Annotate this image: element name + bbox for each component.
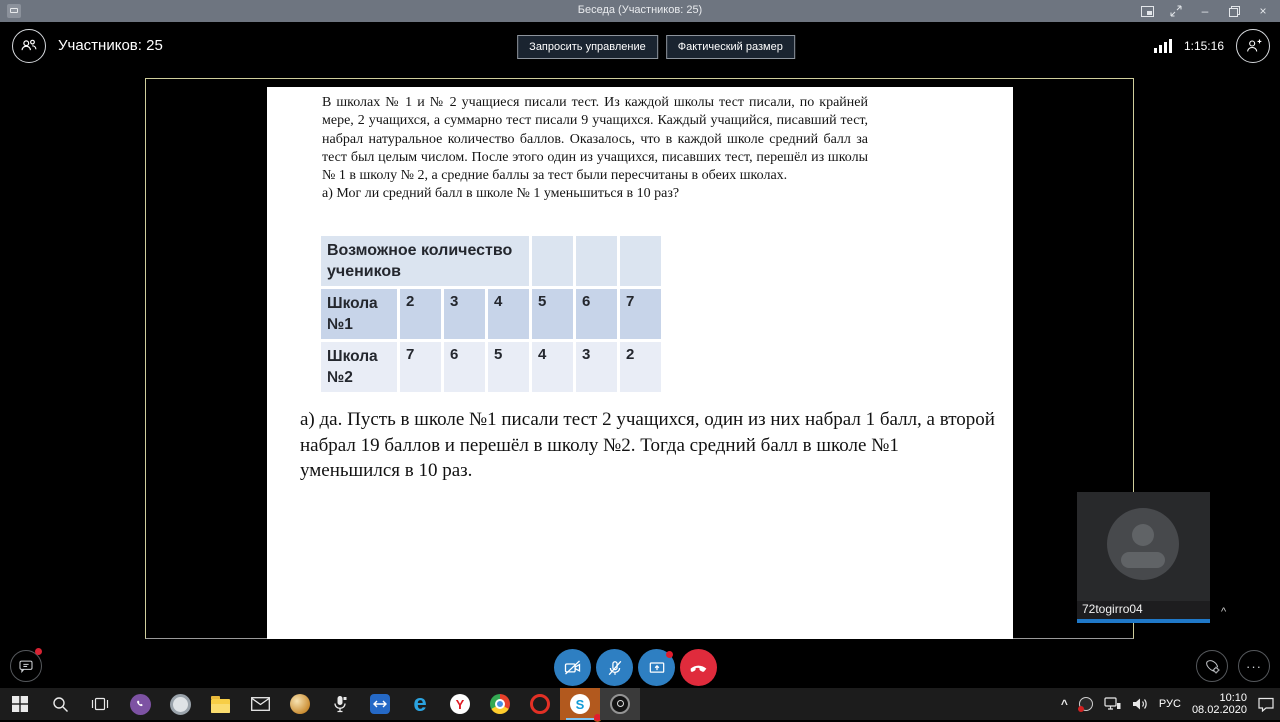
speaker-icon[interactable] [1132, 697, 1148, 711]
problem-text: В школах № 1 и № 2 учащиеся писали тест. Из каждой школы тест писали, по крайней мере, 2 учащихся, а суммарно тест писали 9 учащихся. Каждый учащийся, писавший тест, набрал натуральное количество баллов. Оказалось, что в каждой школе средний балл за тест был целым числом. После этого один из учащихся, писавших тест, перешёл из школы № 1 в школу № 2, а средние баллы за тест были пересчитаны в обеих школах. [322, 95, 868, 184]
speaking-indicator [1077, 619, 1210, 623]
media-app-icon[interactable] [280, 688, 320, 720]
amigo-browser-icon[interactable] [160, 688, 200, 720]
shared-screen-region [145, 78, 1134, 639]
viber-icon[interactable] [120, 688, 160, 720]
clock[interactable] [1192, 692, 1247, 717]
microphone-off-button[interactable] [596, 649, 633, 686]
actual-size-button[interactable]: Фактический размер [666, 35, 795, 59]
answer-text: а) да. Пусть в школе №1 писали тест 2 учащихся, один из них набрал 1 балл, а второй набрал 19 баллов и перешёл в школу №2. Тогда средний балл в школе №1 уменьшился в 10 раз. [300, 409, 995, 481]
collapse-thumbnail-icon[interactable]: ^ [1221, 606, 1227, 618]
table-header: Возможное количество учеников [321, 236, 529, 286]
recording-dot [1078, 706, 1084, 712]
table-row: Школа №1 2 3 4 5 6 7 [321, 289, 661, 339]
search-icon[interactable] [40, 688, 80, 720]
participants-count: Участников: 25 [58, 37, 163, 54]
window-title: Беседа (Участников: 25) [577, 4, 703, 16]
problem-question: а) Мог ли средний балл в школе № 1 уменьшиться в 10 раз? [322, 186, 680, 202]
obs-taskbar-button[interactable] [600, 688, 640, 720]
row-label: Школа №1 [321, 289, 397, 339]
task-view-icon[interactable] [80, 688, 120, 720]
obs-tray-icon[interactable] [1079, 697, 1093, 711]
yandex-browser-icon[interactable]: Y [440, 688, 480, 720]
participant-name: 72togirro04 [1082, 602, 1143, 616]
row-label: Школа №2 [321, 342, 397, 392]
screen-share-active-dot [666, 651, 673, 658]
fullscreen-icon[interactable] [1169, 4, 1183, 18]
end-call-button[interactable] [680, 649, 717, 686]
screen-share-button[interactable] [638, 649, 675, 686]
table-header-empty [532, 236, 573, 286]
tray-chevron-up-icon[interactable]: ^ [1060, 697, 1068, 711]
network-icon[interactable] [1104, 697, 1121, 711]
table-header-empty [576, 236, 617, 286]
date: 08.02.2020 [1191, 704, 1247, 716]
call-settings-icon[interactable] [1196, 650, 1228, 682]
edge-icon[interactable]: e [413, 690, 427, 717]
windows-taskbar [0, 688, 1280, 720]
file-explorer-icon[interactable] [200, 688, 240, 720]
chat-notification-dot [35, 648, 42, 655]
window-titlebar [0, 0, 1280, 22]
camera-off-button[interactable] [554, 649, 591, 686]
request-control-button[interactable]: Запросить управление [517, 35, 658, 59]
picture-in-picture-icon[interactable] [1140, 4, 1154, 18]
call-control-bar [0, 645, 1280, 688]
action-center-icon[interactable] [1258, 697, 1274, 712]
voice-recorder-icon[interactable] [320, 688, 360, 720]
skype-taskbar-button[interactable]: S [560, 688, 600, 720]
more-options-icon[interactable]: ··· [1238, 650, 1270, 682]
table-header-empty [620, 236, 661, 286]
mail-icon[interactable] [240, 688, 280, 720]
time: 10:10 [1219, 691, 1247, 704]
opera-icon[interactable] [520, 688, 560, 720]
students-table [318, 233, 664, 395]
participant-video-thumbnail[interactable] [1077, 492, 1210, 623]
language-indicator[interactable]: РУС [1158, 698, 1181, 710]
call-toolbar [0, 22, 1280, 70]
participants-icon[interactable] [12, 29, 46, 63]
signal-strength-icon [1154, 39, 1172, 53]
start-button[interactable] [0, 688, 40, 720]
table-row: Школа №2 7 6 5 4 3 2 [321, 342, 661, 392]
close-icon[interactable]: × [1259, 4, 1267, 18]
add-participant-icon[interactable] [1236, 29, 1270, 63]
restore-icon[interactable] [1227, 4, 1241, 18]
document-page [267, 87, 1013, 639]
avatar [1107, 508, 1179, 580]
chrome-icon[interactable] [480, 688, 520, 720]
minimize-icon[interactable]: – [1201, 4, 1209, 18]
call-duration: 1:15:16 [1183, 39, 1224, 53]
teamviewer-icon[interactable] [360, 688, 400, 720]
